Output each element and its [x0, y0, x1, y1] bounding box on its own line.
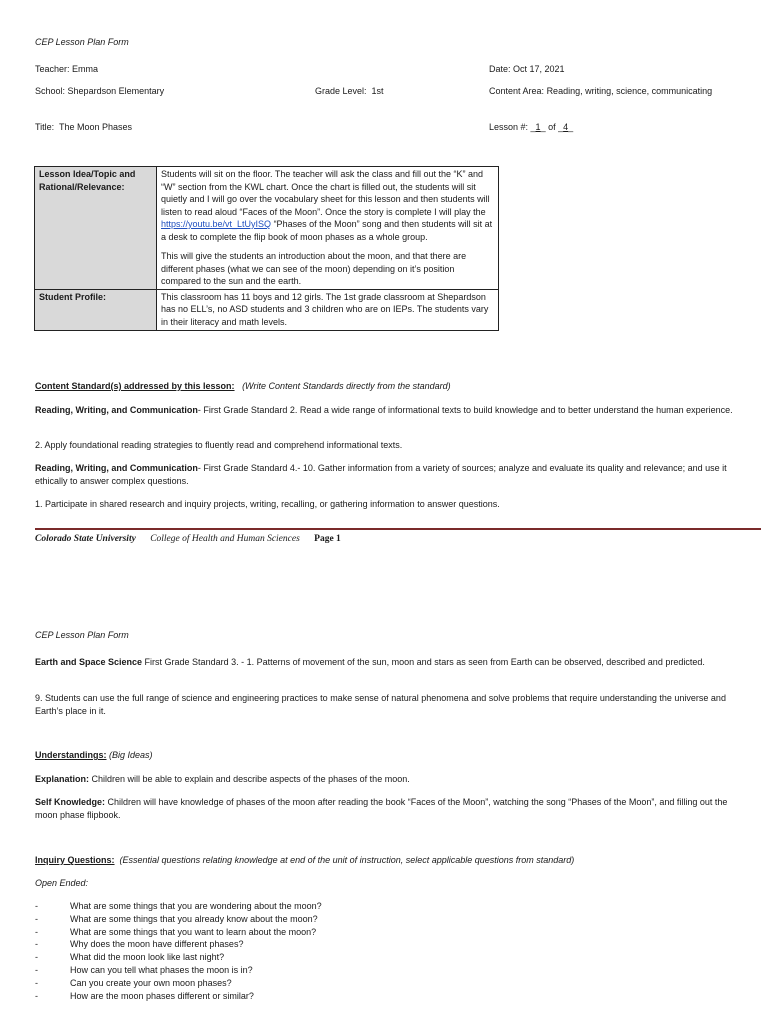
list-item	[35, 900, 322, 913]
list-dash: -	[35, 977, 38, 988]
list-item	[35, 990, 322, 1003]
list-item	[35, 938, 322, 951]
inquiry-note: (Essential questions relating knowledge at end of the unit of instruction, select applicable questions from standard)	[119, 855, 575, 865]
understandings-heading: Understandings:	[35, 750, 107, 760]
table-row	[35, 289, 499, 330]
footer-divider	[35, 528, 761, 530]
footer-college: College of Health and Human Sciences	[150, 534, 300, 544]
video-link[interactable]: https://youtu.be/vt_LtUyISQ	[161, 219, 272, 229]
school-value: Shepardson Elementary	[67, 86, 165, 96]
title-field	[35, 122, 132, 132]
grade-label: Grade Level:	[315, 86, 367, 96]
teacher-label: Teacher:	[35, 64, 70, 74]
standard-3-text: - First Grade Standard 4.- 10. Gather information from a variety of sources; analyze and evaluate its quality and relevance; and use it ethically to answer complex questions.	[35, 463, 727, 486]
standard-1-text: - First Grade Standard 2. Read a wide range of informational texts to build knowledge and to better understand the human experience.	[197, 405, 733, 415]
grade-field	[315, 86, 384, 96]
question-text: How can you tell what phases the moon is in?	[70, 964, 253, 975]
date-label: Date:	[489, 64, 511, 74]
list-dash: -	[35, 926, 38, 937]
inquiry-question-list	[35, 900, 322, 1002]
topic-cell	[157, 167, 499, 290]
question-text: What did the moon look like last night?	[70, 952, 225, 963]
school-field	[35, 86, 164, 96]
list-dash: -	[35, 901, 38, 911]
question-text: What are some things that you are wondering about the moon?	[70, 901, 322, 911]
teacher-field	[35, 64, 98, 74]
standard-9: 9. Students can use the full range of science and engineering practices to make sense of natural phenomena and solve problems that require understanding the universe and Earth’s place in it.	[35, 693, 726, 716]
question-text: Why does the moon have different phases?	[70, 939, 244, 950]
earth-space-text: First Grade Standard 3. - 1. Patterns of movement of the sun, moon and stars as seen from Earth can be observed, described and predicted.	[142, 657, 705, 667]
title-value: The Moon Phases	[59, 122, 133, 132]
date-value: Oct 17, 2021	[513, 64, 565, 74]
earth-space-title: Earth and Space Science	[35, 657, 143, 667]
lesson-of: of	[548, 122, 556, 132]
explanation	[35, 773, 735, 786]
table-row	[35, 167, 499, 290]
footer-page-number: Page 1	[314, 534, 341, 544]
standard-3	[35, 462, 735, 487]
topic-text: Students will sit on the floor. The teacher will ask the class and fill out the “K” and “W” section from the KWL chart. Once the chart is filled out, the students will sit quietly and I will go over the vocabulary sheet for this lesson and then students will listen to read aloud “Faces of the Moon”. Once the story is complete I will play the	[161, 169, 490, 217]
topic-paragraph	[161, 168, 494, 243]
form-title: CEP Lesson Plan Form	[35, 37, 129, 47]
page2-form-title: CEP Lesson Plan Form	[35, 630, 129, 640]
earth-space-standard	[35, 656, 735, 669]
inquiry-heading: Inquiry Questions:	[35, 855, 115, 865]
explanation-text: Children will be able to explain and describe aspects of the phases of the moon.	[89, 774, 410, 784]
standards-heading: Content Standard(s) addressed by this lesson:	[35, 381, 235, 391]
lesson-number: 1	[535, 122, 541, 132]
lesson-label: Lesson #:	[489, 122, 529, 132]
self-knowledge-text: Children will have knowledge of phases of the moon after reading the book “Faces of the Moon”, watching the song “Phases of the Moon”, and filling out the moon phase flipbook.	[35, 797, 728, 820]
title-label: Title:	[35, 122, 55, 132]
standards-heading-line	[35, 381, 451, 391]
student-profile-text: This classroom has 11 boys and 12 girls. The 1st grade classroom at Shepardson has no ELL’s, no ASD students and 3 children who are on IEPs. The students vary in their literacy and math levels.	[157, 289, 499, 330]
understandings-note: (Big Ideas)	[109, 750, 153, 760]
self-knowledge	[35, 796, 735, 821]
self-knowledge-label: Self Knowledge:	[35, 797, 106, 807]
student-profile-label: Student Profile:	[35, 289, 157, 330]
standard-1	[35, 404, 735, 417]
standard-4: 1. Participate in shared research and inquiry projects, writing, recalling, or gathering information to answer questions.	[35, 499, 500, 509]
inquiry-heading-line	[35, 855, 574, 865]
content-area-label: Content Area:	[489, 86, 545, 96]
school-label: School:	[35, 86, 66, 96]
lesson-info-table	[34, 166, 499, 331]
list-item	[35, 964, 322, 977]
list-item	[35, 926, 322, 939]
list-item	[35, 951, 322, 964]
list-item	[35, 913, 322, 926]
date-field	[489, 64, 565, 74]
question-text: What are some things that you already know about the moon?	[70, 913, 318, 924]
standard-2: 2. Apply foundational reading strategies to fluently read and comprehend informational texts.	[35, 440, 403, 450]
list-dash: -	[35, 952, 38, 963]
open-ended-label: Open Ended:	[35, 878, 89, 888]
standards-note: (Write Content Standards directly from the standard)	[242, 381, 451, 391]
question-text: How are the moon phases different or similar?	[70, 990, 254, 1001]
list-dash: -	[35, 939, 38, 950]
standard-3-title: Reading, Writing, and Communication	[35, 463, 198, 473]
grade-value: 1st	[371, 86, 384, 96]
question-text: Can you create your own moon phases?	[70, 977, 232, 988]
explanation-label: Explanation:	[35, 774, 90, 784]
list-dash: -	[35, 990, 38, 1001]
lesson-number-field: Lesson #: _1_ of _4_	[489, 122, 574, 132]
list-dash: -	[35, 913, 38, 924]
topic-label: Lesson Idea/Topic and Rational/Relevance:	[35, 167, 157, 290]
standard-1-title: Reading, Writing, and Communication	[35, 405, 198, 415]
content-area-value: Reading, writing, science, communicating	[546, 86, 713, 96]
understandings-heading-line	[35, 750, 153, 760]
page-footer	[35, 534, 353, 544]
question-text: What are some things that you want to learn about the moon?	[70, 926, 317, 937]
relevance-paragraph: This will give the students an introduction about the moon, and that there are different phases (what we can see of the moon) depending on it’s position compared to the sun and the earth.	[161, 251, 467, 286]
footer-university: Colorado State University	[35, 534, 136, 544]
teacher-value: Emma	[72, 64, 99, 74]
list-dash: -	[35, 964, 38, 975]
content-area-field	[489, 86, 712, 96]
topic-text-continued: “Phases of the Moon” song and then students will sit at a desk to complete the flip book of moon phases as a whole group.	[161, 219, 493, 242]
lesson-total: 4	[563, 122, 569, 132]
list-item	[35, 977, 322, 990]
